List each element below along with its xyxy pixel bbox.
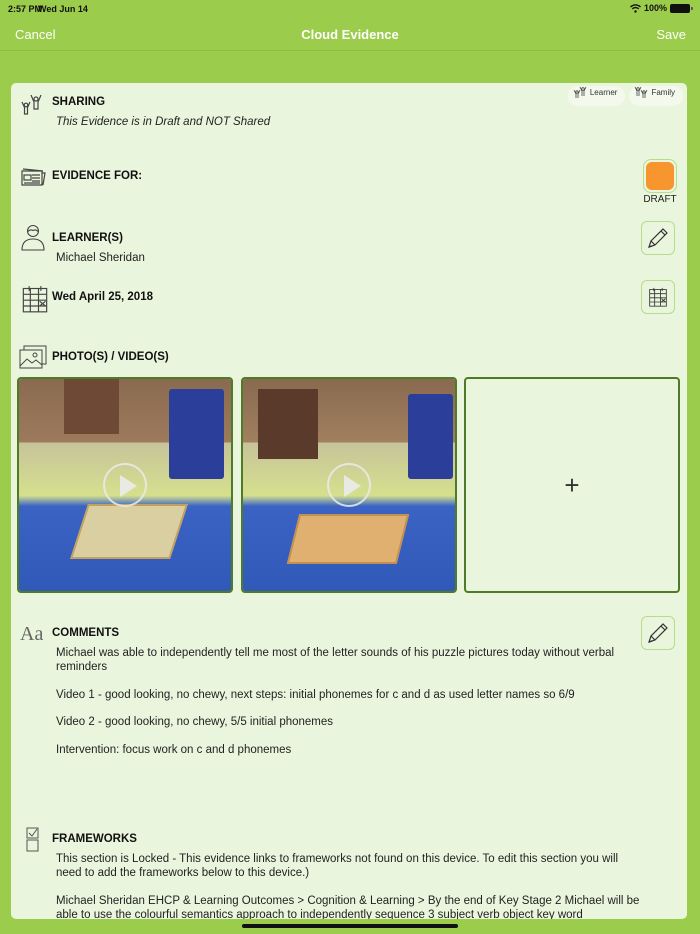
battery-icon (670, 4, 690, 13)
navigation-bar (0, 18, 700, 51)
comment-paragraph-4: Intervention: focus work on c and d phonemes (56, 744, 292, 756)
checklist-icon (26, 827, 40, 853)
pick-date-button[interactable] (641, 280, 675, 314)
status-date: Wed Jun 14 (38, 4, 88, 14)
text-icon: Aa (20, 623, 44, 645)
pencil-icon (646, 226, 670, 250)
play-icon[interactable] (327, 463, 371, 507)
framework-entry: Michael Sheridan EHCP & Learning Outcomes > Cognition & Learning > By the end of Key Stage 2 Michael will be able to use the colourful semantics approach to independently sequence 3 subject verb object key word (56, 895, 640, 919)
video-thumbnail (19, 379, 231, 591)
share-learner-label: Learner (589, 88, 618, 97)
pixelated-face (258, 389, 318, 459)
pixelated-face (64, 379, 119, 434)
status-right (630, 3, 690, 13)
draft-status-label: DRAFT (643, 194, 677, 205)
sharing-heading: SHARING (52, 96, 106, 108)
cancel-button[interactable]: Cancel (15, 27, 56, 42)
puzzle-board (287, 514, 409, 564)
sharing-icon (19, 94, 47, 122)
people-icon (633, 86, 649, 100)
puzzle-board (70, 504, 188, 559)
status-bar (0, 0, 700, 18)
newspaper-icon (19, 163, 47, 191)
people-icon (572, 86, 588, 100)
draft-status-button[interactable] (643, 159, 677, 193)
media-item-video-2[interactable] (241, 377, 457, 593)
frameworks-heading: FRAMEWORKS (52, 833, 137, 845)
learner-names: Michael Sheridan (56, 252, 145, 264)
comment-paragraph-1: Michael was able to independently tell me most of the letter sounds of his puzzle pictures today without verbal reminders (56, 647, 615, 673)
share-family-button[interactable] (629, 86, 683, 106)
plus-icon: + (564, 469, 580, 500)
learners-heading: LEARNER(S) (52, 232, 123, 244)
share-family-label: Family (651, 88, 675, 97)
wifi-icon (630, 4, 641, 13)
status-time: 2:57 PM (8, 4, 43, 14)
share-learner-button[interactable] (568, 86, 626, 106)
edit-comments-button[interactable] (641, 616, 675, 650)
home-indicator[interactable] (242, 924, 458, 928)
comment-paragraph-3: Video 2 - good looking, no chewy, 5/5 initial phonemes (56, 716, 334, 728)
battery-percent: 100% (643, 3, 667, 13)
video-thumbnail (243, 379, 455, 591)
page-title: Cloud Evidence (301, 27, 399, 42)
add-media-button[interactable] (464, 377, 680, 593)
media-item-video-1[interactable] (17, 377, 233, 593)
pencil-icon (646, 621, 670, 645)
comments-heading: COMMENTS (52, 627, 120, 639)
evidence-for-heading: EVIDENCE FOR: (52, 170, 143, 182)
draft-status-swatch (646, 162, 674, 190)
person-icon (19, 223, 47, 251)
evidence-card[interactable] (11, 83, 687, 919)
edit-learners-button[interactable] (641, 221, 675, 255)
save-button[interactable]: Save (656, 27, 686, 42)
share-targets (568, 86, 683, 106)
chairs-shape (408, 394, 453, 479)
play-icon[interactable] (103, 463, 147, 507)
frameworks-locked-note: This section is Locked - This evidence links to frameworks not found on this device. To edit this section you will need to add the frameworks below to this device.) (56, 853, 619, 879)
calendar-icon (21, 285, 49, 313)
evidence-date[interactable]: Wed April 25, 2018 (52, 291, 153, 303)
comment-paragraph-2: Video 1 - good looking, no chewy, next steps: initial phonemes for c and d as used letter names so 6/9 (56, 689, 575, 701)
photos-icon (19, 344, 47, 372)
media-heading: PHOTO(S) / VIDEO(S) (52, 351, 169, 363)
sharing-status: This Evidence is in Draft and NOT Shared (56, 116, 271, 128)
chairs-shape (169, 389, 224, 479)
calendar-icon (648, 287, 668, 307)
